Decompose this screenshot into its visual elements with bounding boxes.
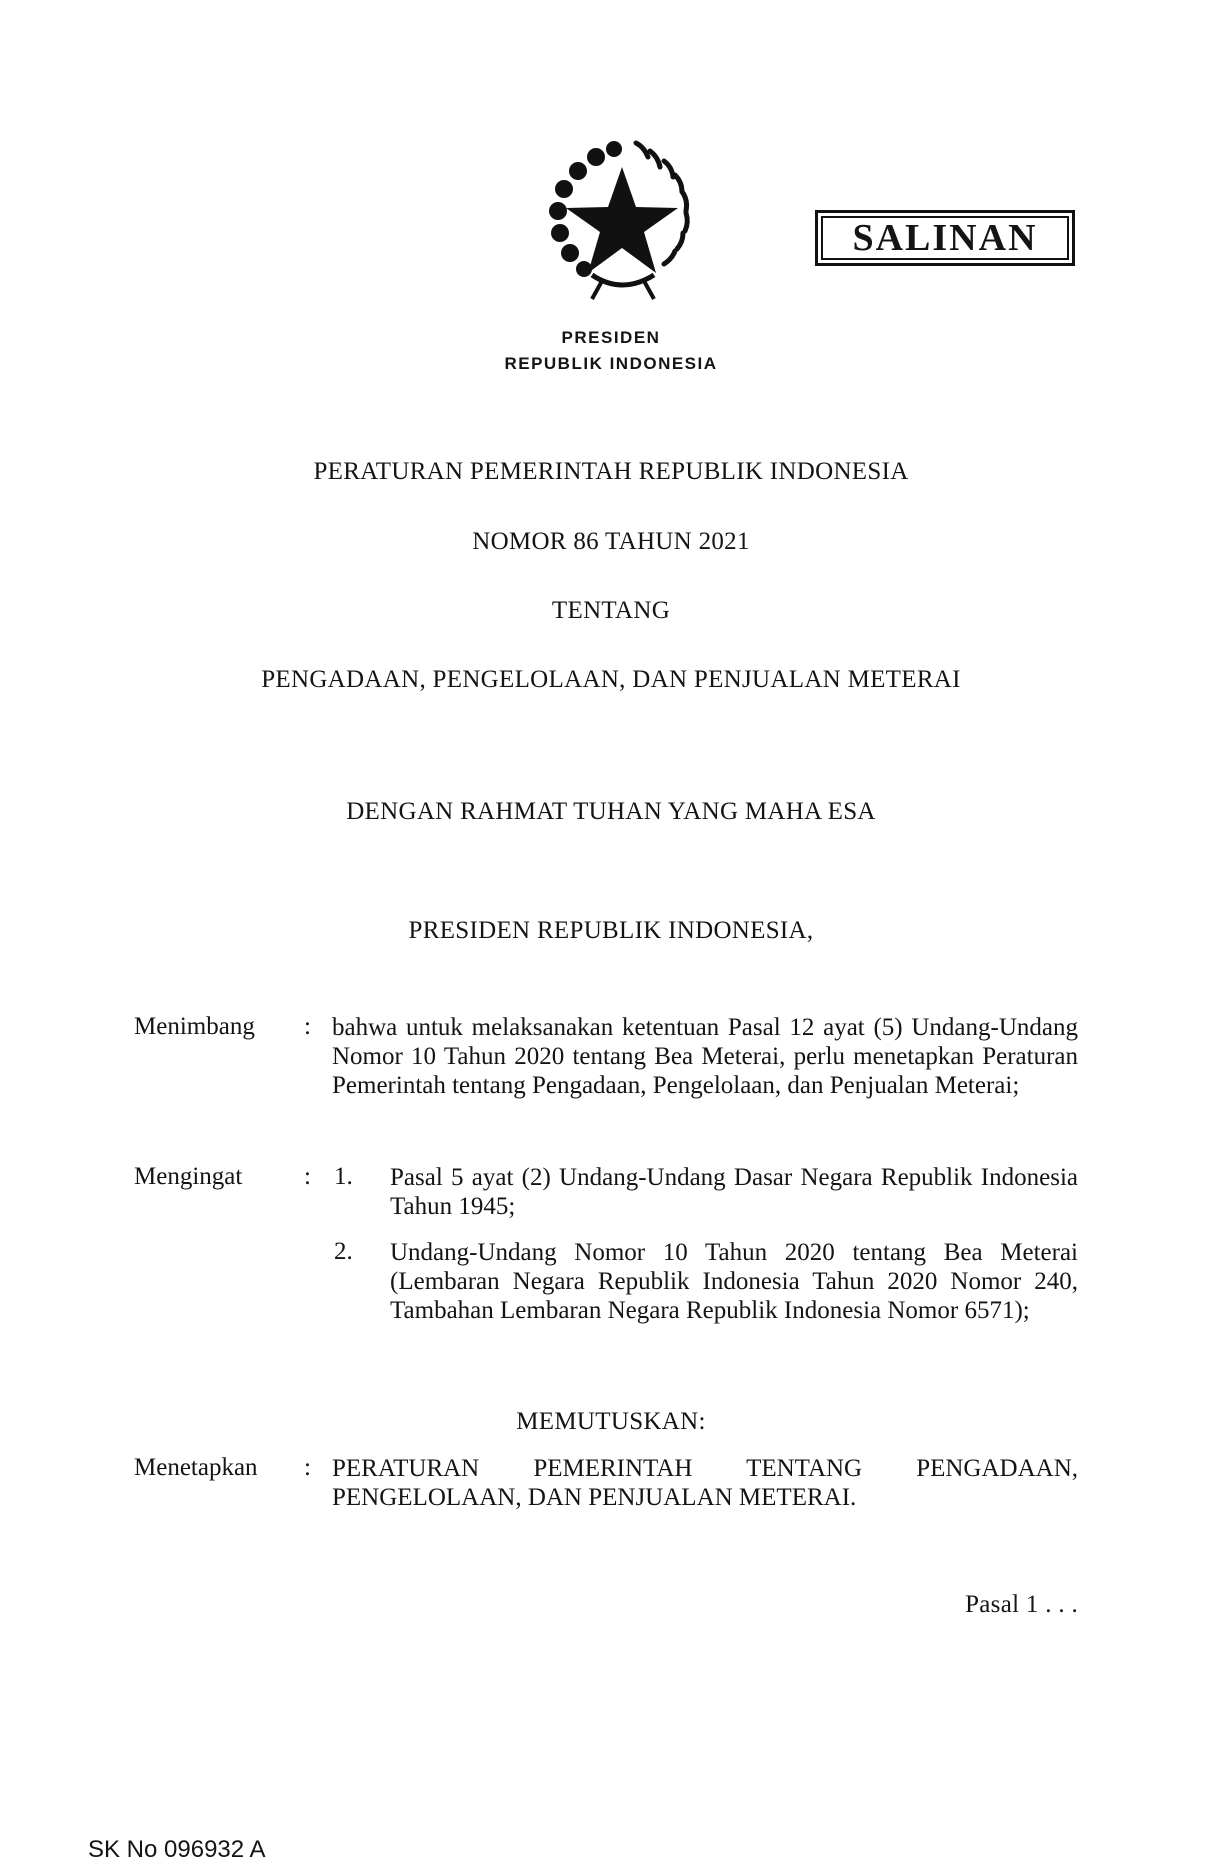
- menetapkan-colon: :: [304, 1454, 311, 1481]
- authority-line: PRESIDEN REPUBLIK INDONESIA,: [408, 917, 814, 944]
- mengingat-item-number: 1.: [334, 1163, 353, 1190]
- mengingat-item-text: Undang-Undang Nomor 10 Tahun 2020 tentang Bea Meterai (Lembaran Negara Republik Indonesia Tahun 2020 Nomor 240, Tambahan Lembaran Negara Republik Indonesia Nomor 6571);: [390, 1239, 1078, 1324]
- menimbang-colon: :: [304, 1013, 311, 1040]
- regulation-subject: PENGADAAN, PENGELOLAAN, DAN PENJUALAN METERAI: [261, 666, 961, 693]
- menetapkan-label: Menetapkan: [134, 1454, 258, 1481]
- blessing-line: DENGAN RAHMAT TUHAN YANG MAHA ESA: [346, 798, 876, 825]
- mengingat-label: Mengingat: [134, 1163, 243, 1190]
- mengingat-item-number: 2.: [334, 1238, 353, 1265]
- next-page-indicator: Pasal 1 . . .: [965, 1591, 1078, 1618]
- menetapkan-text: PERATURAN PEMERINTAH TENTANG PENGADAAN, PENGELOLAAN, DAN PENJUALAN METERAI.: [332, 1455, 1078, 1511]
- emblem-caption-republik: REPUBLIK INDONESIA: [504, 354, 718, 373]
- regulation-number: NOMOR 86 TAHUN 2021: [472, 528, 750, 555]
- menimbang-text: bahwa untuk melaksanakan ketentuan Pasal 12 ayat (5) Undang-Undang Nomor 10 Tahun 2020 tentang Bea Meterai, perlu menetapkan Peraturan Pemerintah tentang Pengadaan, Pengelolaan, dan Penjualan Meterai;: [332, 1014, 1078, 1099]
- mengingat-item-text: Pasal 5 ayat (2) Undang-Undang Dasar Negara Republik Indonesia Tahun 1945;: [390, 1164, 1078, 1220]
- emblem-caption-presiden: PRESIDEN: [561, 328, 661, 347]
- regulation-title: PERATURAN PEMERINTAH REPUBLIK INDONESIA: [313, 458, 909, 485]
- salinan-stamp-text: SALINAN: [821, 216, 1069, 260]
- salinan-stamp: [815, 210, 1075, 266]
- document-serial-code: SK No 096932 A: [88, 1836, 266, 1863]
- regulation-about: TENTANG: [551, 597, 671, 624]
- mengingat-colon: :: [304, 1163, 311, 1190]
- menimbang-label: Menimbang: [134, 1013, 255, 1040]
- presiden-emblem-icon: [532, 135, 712, 310]
- memutuskan-heading: MEMUTUSKAN:: [516, 1408, 706, 1435]
